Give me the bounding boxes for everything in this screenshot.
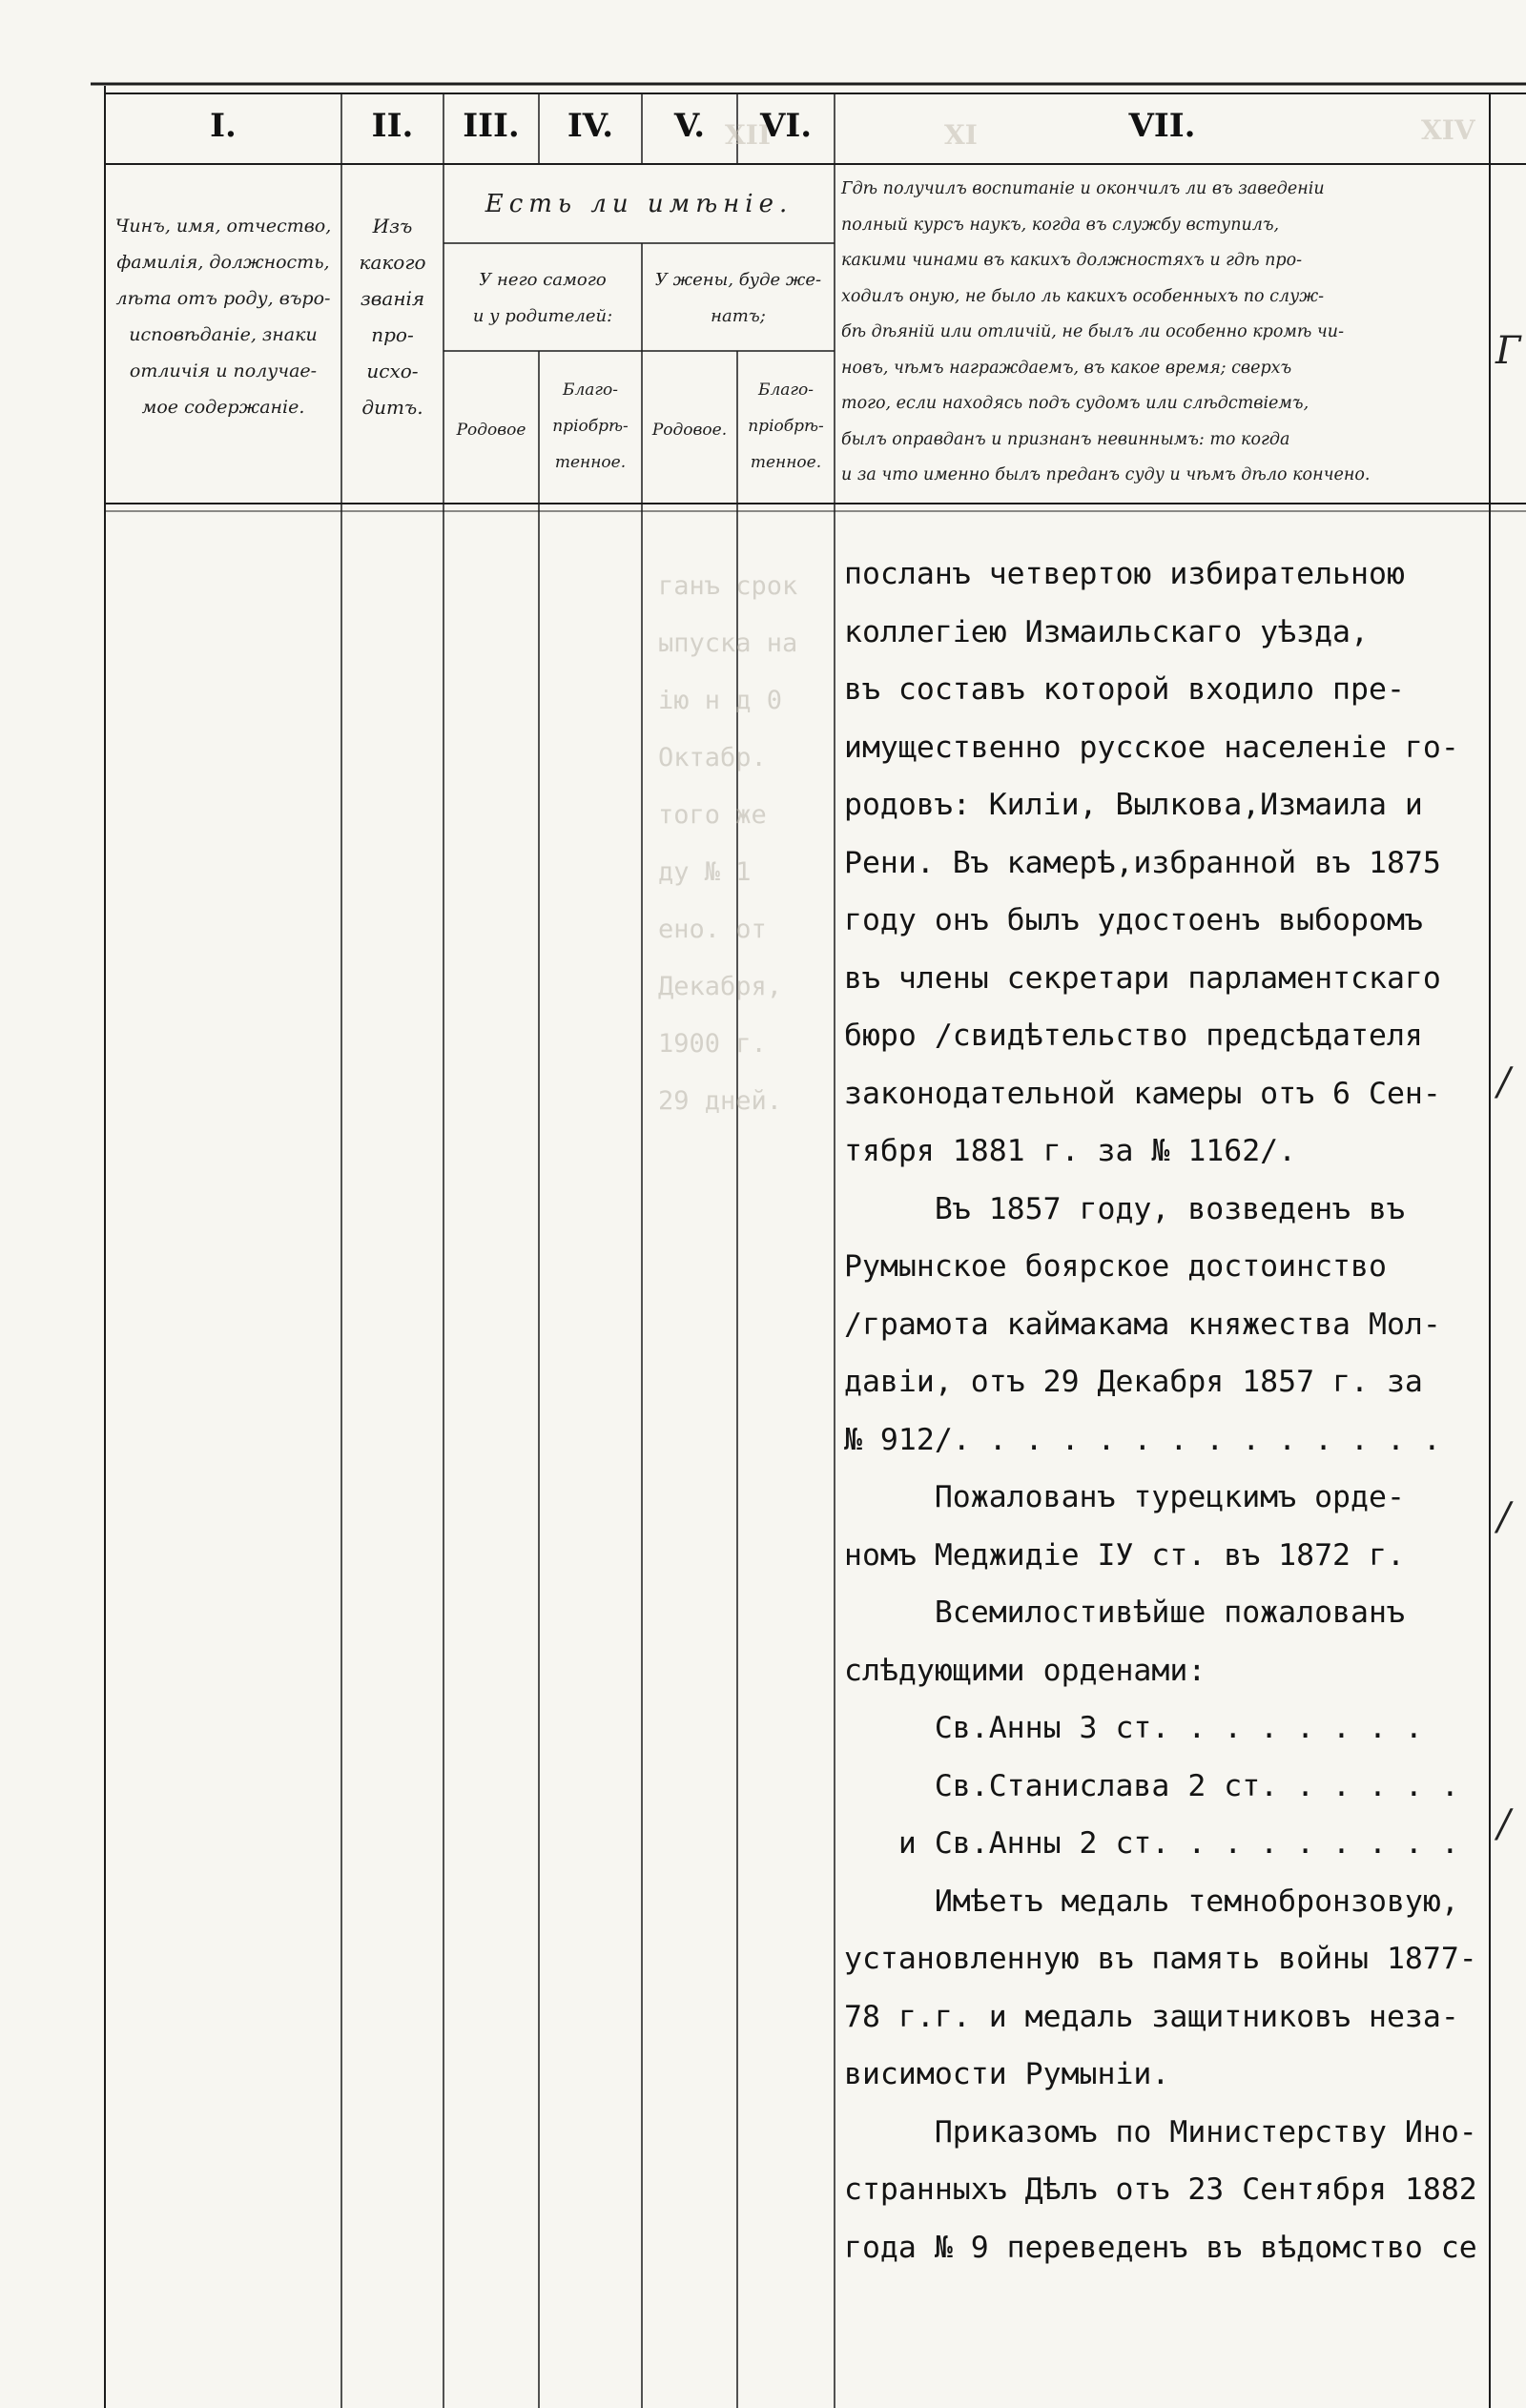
- text-line: посланъ четвертою избирательною: [844, 557, 1405, 591]
- text-line: Рени. Въ камерѣ,избранной въ 1875: [844, 845, 1441, 880]
- bleed-header: XIV: [1421, 114, 1475, 146]
- bleed-header: XI: [944, 119, 978, 151]
- column-header-VII: VII.: [1128, 107, 1196, 145]
- margin-mark: /: [1497, 1495, 1511, 1539]
- text-line: Имѣетъ медаль темнобронзовую,: [844, 1883, 1459, 1919]
- text-line: Св.Анны 3 ст. . . . . . . .: [844, 1711, 1423, 1745]
- text-line: Св.Станислава 2 ст. . . . . .: [844, 1768, 1459, 1803]
- text-line: № 912/. . . . . . . . . . . . . .: [844, 1422, 1441, 1457]
- text-line: /грамота каймакама княжества Мол-: [844, 1307, 1441, 1342]
- text-line: слѣдующими орденами:: [844, 1653, 1206, 1688]
- header-col1: Чинъ, имя, отчество, фамилія, должность, лѣта отъ роду, въро- исповѣданіе, знаки отличія и получае- мое содержаніе.: [114, 216, 332, 418]
- text-line: имущественно русское населеніе го-: [844, 730, 1459, 765]
- header-col7: Гдѣ получилъ воспитаніе и окончилъ ли въ заведеніи полный курсъ наукъ, когда въ службу вступилъ, какими чинами въ какихъ должностяхъ и гдѣ про- ходилъ оную, не было ль какихъ особенныхъ по служ- бѣ дѣяній или отличій, не былъ ли особенно кромѣ чи- новъ, чѣмъ награждаемъ, въ какое время; сверхъ того, если находясь подъ судомъ или слѣдствіемъ, былъ оправданъ и признанъ невиннымъ: то когда и за что именно былъ преданъ суду и чѣмъ дѣло кончено.: [841, 179, 1371, 484]
- text-line: въ составъ которой входило пре-: [844, 672, 1405, 707]
- header-hereditary-wife: Родовое.: [651, 421, 728, 440]
- text-line: коллегіею Измаильскаго уѣзда,: [844, 614, 1369, 649]
- margin-mark: Г: [1495, 329, 1521, 373]
- text-line: Приказомъ по Министерству Ино-: [844, 2114, 1477, 2150]
- header-own-parents: У него самого и у родителей:: [472, 270, 613, 326]
- text-line: законодательной камеры отъ 6 Сен-: [844, 1076, 1441, 1111]
- column-header-VI: VI.: [759, 107, 813, 145]
- header-col2: Изъ какого званія про- исхо- дитъ.: [359, 215, 426, 419]
- text-line: бюро /свидѣтельство предсѣдателя: [844, 1019, 1423, 1053]
- text-line: странныхъ Дѣлъ отъ 23 Сентября 1882: [844, 2172, 1477, 2207]
- header-acquired-own: Благо- пріобрѣ- тенное.: [552, 381, 629, 472]
- text-line: давіи, отъ 29 Декабря 1857 г. за: [844, 1365, 1423, 1399]
- text-line: года № 9 переведенъ въ вѣдомство се: [844, 2230, 1477, 2265]
- text-line: году онъ былъ удостоенъ выборомъ: [844, 903, 1423, 937]
- text-line: въ члены секретари парламентскаго: [844, 960, 1441, 996]
- text-line: установленную въ память войны 1877-: [844, 1942, 1477, 1976]
- column-header-III: III.: [463, 107, 520, 145]
- text-line: 78 г.г. и медаль защитниковъ неза-: [844, 1999, 1459, 2034]
- header-wife: У жены, буде же- натъ;: [654, 270, 822, 326]
- header-hereditary-own: Родовое: [456, 421, 526, 440]
- margin-mark: /: [1497, 1802, 1511, 1846]
- column-header-V: V.: [673, 107, 706, 145]
- text-line: висимости Румыніи.: [844, 2057, 1170, 2091]
- bleed-text: ганъ срок ыпуска на ію н д 0 Октабр. того же ду № 1 ено. от Декабря, 1900 г. 29 дней.: [658, 571, 798, 1116]
- text-line: Пожалованъ турецкимъ орде-: [844, 1480, 1405, 1514]
- text-line: Въ 1857 году, возведенъ въ: [844, 1191, 1405, 1226]
- margin-mark: /: [1497, 1060, 1511, 1104]
- column-header-II: II.: [371, 107, 414, 145]
- column-header-I: I.: [210, 107, 237, 145]
- bleed-header: XII: [725, 119, 771, 151]
- text-line: Румынское боярское достоинство: [844, 1249, 1387, 1284]
- column-header-IV: IV.: [567, 107, 614, 145]
- text-line: Всемилостивѣйше пожалованъ: [844, 1595, 1405, 1630]
- text-line: номъ Меджидіе IУ ст. въ 1872 г.: [844, 1537, 1405, 1573]
- text-line: родовъ: Киліи, Вылкова,Измаила и: [844, 788, 1423, 822]
- text-line: и Св.Анны 2 ст. . . . . . . . .: [844, 1826, 1459, 1861]
- header-acquired-wife: Благо- пріобрѣ- тенное.: [748, 381, 824, 472]
- header-estate: Есть ли имѣніе.: [485, 190, 794, 218]
- record-text: [844, 545, 1512, 2276]
- text-line: тября 1881 г. за № 1162/.: [844, 1134, 1297, 1168]
